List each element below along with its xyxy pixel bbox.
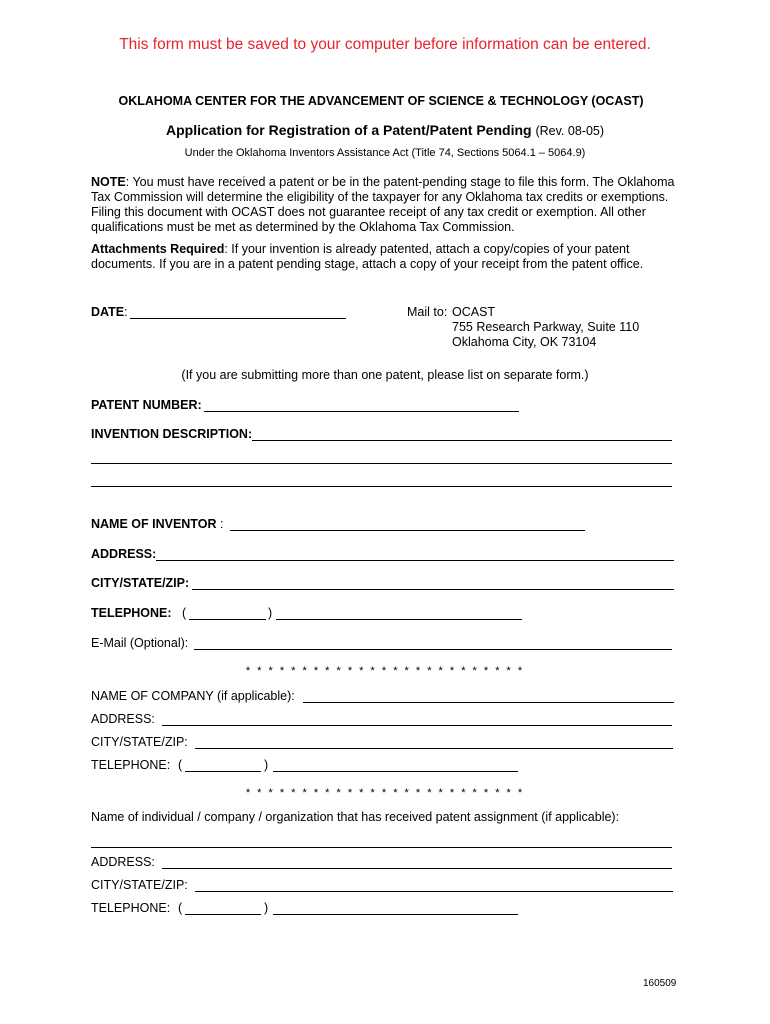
assignee-name-field[interactable] [91,832,672,848]
form-revision: (Rev. 08-05) [535,124,605,138]
assignee-city-label: CITY/STATE/ZIP: [91,878,188,892]
section-divider-stars: * * * * * * * * * * * * * * * * * * * * * * * * * [245,665,525,677]
assignee-city-field[interactable] [195,876,673,892]
note-text: : You must have received a patent or be in the patent-pending stage to file this form. The Oklahoma Tax Commission will determine the eligibility of the taxpayer for any Oklahoma tax credits or exemptions. Filing this document with OCAST does not guarantee receipt of any tax credit or exemption. All other qualifications must be met as determined by the Oklahoma Tax Commission. [91,175,675,234]
inventor-email-label: E-Mail (Optional): [91,636,189,650]
assignee-telephone-label: TELEPHONE: [91,901,171,915]
save-warning: This form must be saved to your computer before information can be entered. [119,36,651,53]
company-area-code-field[interactable] [185,756,261,772]
attachments-paragraph [91,242,691,272]
company-telephone-label: TELEPHONE: [91,758,171,772]
date-label [91,305,128,319]
inventor-address-field[interactable] [156,545,674,561]
company-address-label: ADDRESS: [91,712,155,726]
form-subtitle: Under the Oklahoma Inventors Assistance Act (Title 74, Sections 5064.1 – 5064.9) [184,147,586,159]
form-title-text: Application for Registration of a Patent/Patent Pending [165,122,532,138]
inventor-address-label: ADDRESS: [91,547,157,561]
invention-description-field[interactable] [252,425,672,441]
company-city-label: CITY/STATE/ZIP: [91,735,188,749]
invention-description-label: INVENTION DESCRIPTION: [91,427,253,441]
mail-address-line2: 755 Research Parkway, Suite 110 [452,320,640,334]
inventor-area-code-close-paren: ) [268,606,273,620]
company-city-field[interactable] [195,733,673,749]
assignee-area-code-close-paren: ) [264,901,269,915]
assignee-area-code-open-paren: ( [178,901,183,915]
inventor-name-label [91,517,223,531]
invention-description-line-3[interactable] [91,471,672,487]
attachments-label: Attachments Required [91,242,225,256]
note-paragraph [91,175,691,235]
attachments-text: : If your invention is already patented, attach a copy/copies of your patent documents. If you are in a patent pending stage, attach a copy of your receipt from the patent office. [91,242,644,271]
mail-address-line3: Oklahoma City, OK 73104 [452,335,597,349]
company-area-code-open-paren: ( [178,758,183,772]
separate-form-note: (If you are submitting more than one patent, please list on separate form.) [181,368,589,382]
company-area-code-close-paren: ) [264,758,269,772]
inventor-name-field[interactable] [230,515,585,531]
form-code: 160509 [643,978,677,989]
inventor-city-field[interactable] [192,574,674,590]
inventor-area-code-open-paren: ( [182,606,187,620]
date-label-text: DATE [91,305,125,319]
note-label: NOTE [91,175,126,189]
inventor-telephone-label: TELEPHONE: [91,606,172,620]
date-field[interactable] [130,303,346,319]
assignee-heading: Name of individual / company / organization that has received patent assignment (if applicable): [91,810,620,824]
company-name-label: NAME OF COMPANY (if applicable): [91,689,295,703]
patent-number-label: PATENT NUMBER: [91,398,202,412]
organization-heading: OKLAHOMA CENTER FOR THE ADVANCEMENT OF SCIENCE & TECHNOLOGY (OCAST) [118,94,644,108]
inventor-name-label-text: NAME OF INVENTOR [91,517,217,531]
assignee-address-field[interactable] [162,853,672,869]
mail-to-label: Mail to: [407,305,448,319]
company-telephone-field[interactable] [273,756,518,772]
assignee-telephone-field[interactable] [273,899,518,915]
company-address-field[interactable] [162,710,672,726]
date-colon: : [124,305,128,319]
inventor-telephone-field[interactable] [276,604,522,620]
inventor-email-field[interactable] [194,634,672,650]
form-title [0,122,770,138]
invention-description-line-2[interactable] [91,448,672,464]
company-name-field[interactable] [303,687,674,703]
assignee-area-code-field[interactable] [185,899,261,915]
inventor-city-label: CITY/STATE/ZIP: [91,576,190,590]
assignee-address-label: ADDRESS: [91,855,155,869]
section-divider-stars-2: * * * * * * * * * * * * * * * * * * * * * * * * * [245,787,525,799]
patent-number-field[interactable] [204,396,519,412]
mail-address-line1: OCAST [452,305,496,319]
inventor-area-code-field[interactable] [189,604,266,620]
inventor-name-colon: : [219,517,224,531]
